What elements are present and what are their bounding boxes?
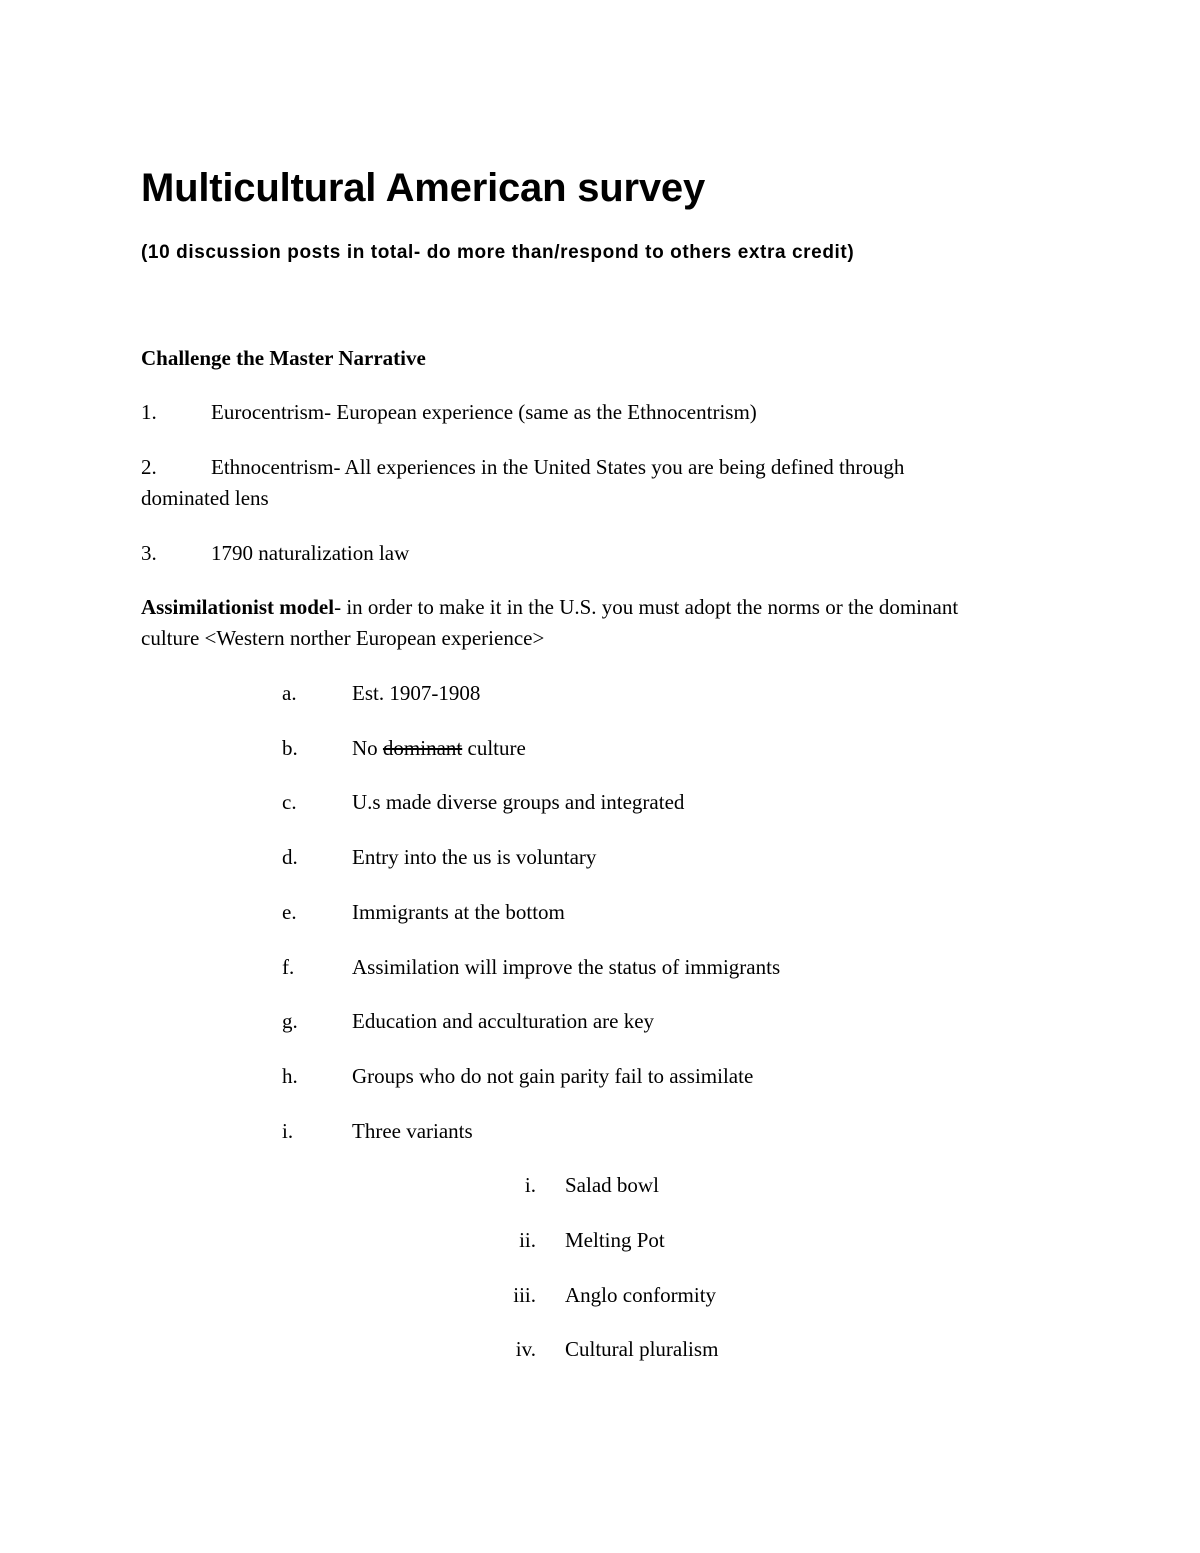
- lettered-item-text: [352, 738, 526, 759]
- numbered-item-marker: 2.: [141, 455, 157, 479]
- numbered-item-continuation: dominated lens: [141, 486, 269, 510]
- lettered-item-text-before: No: [352, 736, 383, 760]
- lettered-item-marker: e.: [282, 900, 297, 924]
- assimilationist-definition: - in order to make it in the U.S. you must adopt the norms or the dominant: [334, 595, 959, 619]
- roman-item-text: Melting Pot: [565, 1228, 665, 1252]
- lettered-item-marker: g.: [282, 1009, 298, 1033]
- lettered-item-marker: i.: [282, 1119, 294, 1143]
- lettered-item-text: Immigrants at the bottom: [352, 900, 565, 924]
- assimilationist-paragraph-line: [141, 597, 958, 618]
- assimilationist-term: Assimilationist model: [141, 595, 335, 619]
- roman-item-text: Anglo conformity: [565, 1283, 717, 1307]
- lettered-item-text-after: culture: [462, 736, 526, 760]
- lettered-item-text: Entry into the us is voluntary: [352, 845, 597, 869]
- lettered-item-text: U.s made diverse groups and integrated: [352, 790, 685, 814]
- numbered-item-text: Ethnocentrism- All experiences in the United States you are being defined through: [211, 455, 905, 479]
- section-heading: Challenge the Master Narrative: [141, 346, 426, 370]
- lettered-item-text: Est. 1907-1908: [352, 681, 481, 705]
- assimilationist-paragraph-line: culture <Western norther European experience>: [141, 626, 545, 650]
- lettered-item-marker: h.: [282, 1064, 298, 1088]
- document-subtitle: (10 discussion posts in total- do more than/respond to others extra credit): [141, 242, 855, 263]
- roman-item-marker: iv.: [515, 1337, 536, 1361]
- roman-item-marker: ii.: [519, 1228, 536, 1252]
- lettered-item-marker: c.: [282, 790, 297, 814]
- lettered-item-marker: d.: [282, 845, 298, 869]
- roman-item-marker: i.: [524, 1173, 536, 1197]
- struck-word: dominant: [382, 736, 463, 760]
- numbered-item-marker: 1.: [141, 400, 157, 424]
- lettered-item-marker: a.: [282, 681, 297, 705]
- lettered-item-marker: f.: [282, 955, 295, 979]
- roman-item-text: Cultural pluralism: [565, 1337, 719, 1361]
- numbered-item-text: Eurocentrism- European experience (same as the Ethnocentrism): [211, 400, 757, 424]
- lettered-item-text: Three variants: [352, 1119, 473, 1143]
- roman-item-marker: iii.: [513, 1283, 536, 1307]
- lettered-item-marker: b.: [282, 736, 298, 760]
- lettered-item-text: Education and acculturation are key: [352, 1009, 655, 1033]
- lettered-item-text: Groups who do not gain parity fail to assimilate: [352, 1064, 754, 1088]
- numbered-item-text: 1790 naturalization law: [211, 541, 410, 565]
- numbered-item-marker: 3.: [141, 541, 157, 565]
- lettered-item-text: Assimilation will improve the status of immigrants: [352, 955, 781, 979]
- roman-item-text: Salad bowl: [565, 1173, 659, 1197]
- document-title: Multicultural American survey: [141, 166, 706, 210]
